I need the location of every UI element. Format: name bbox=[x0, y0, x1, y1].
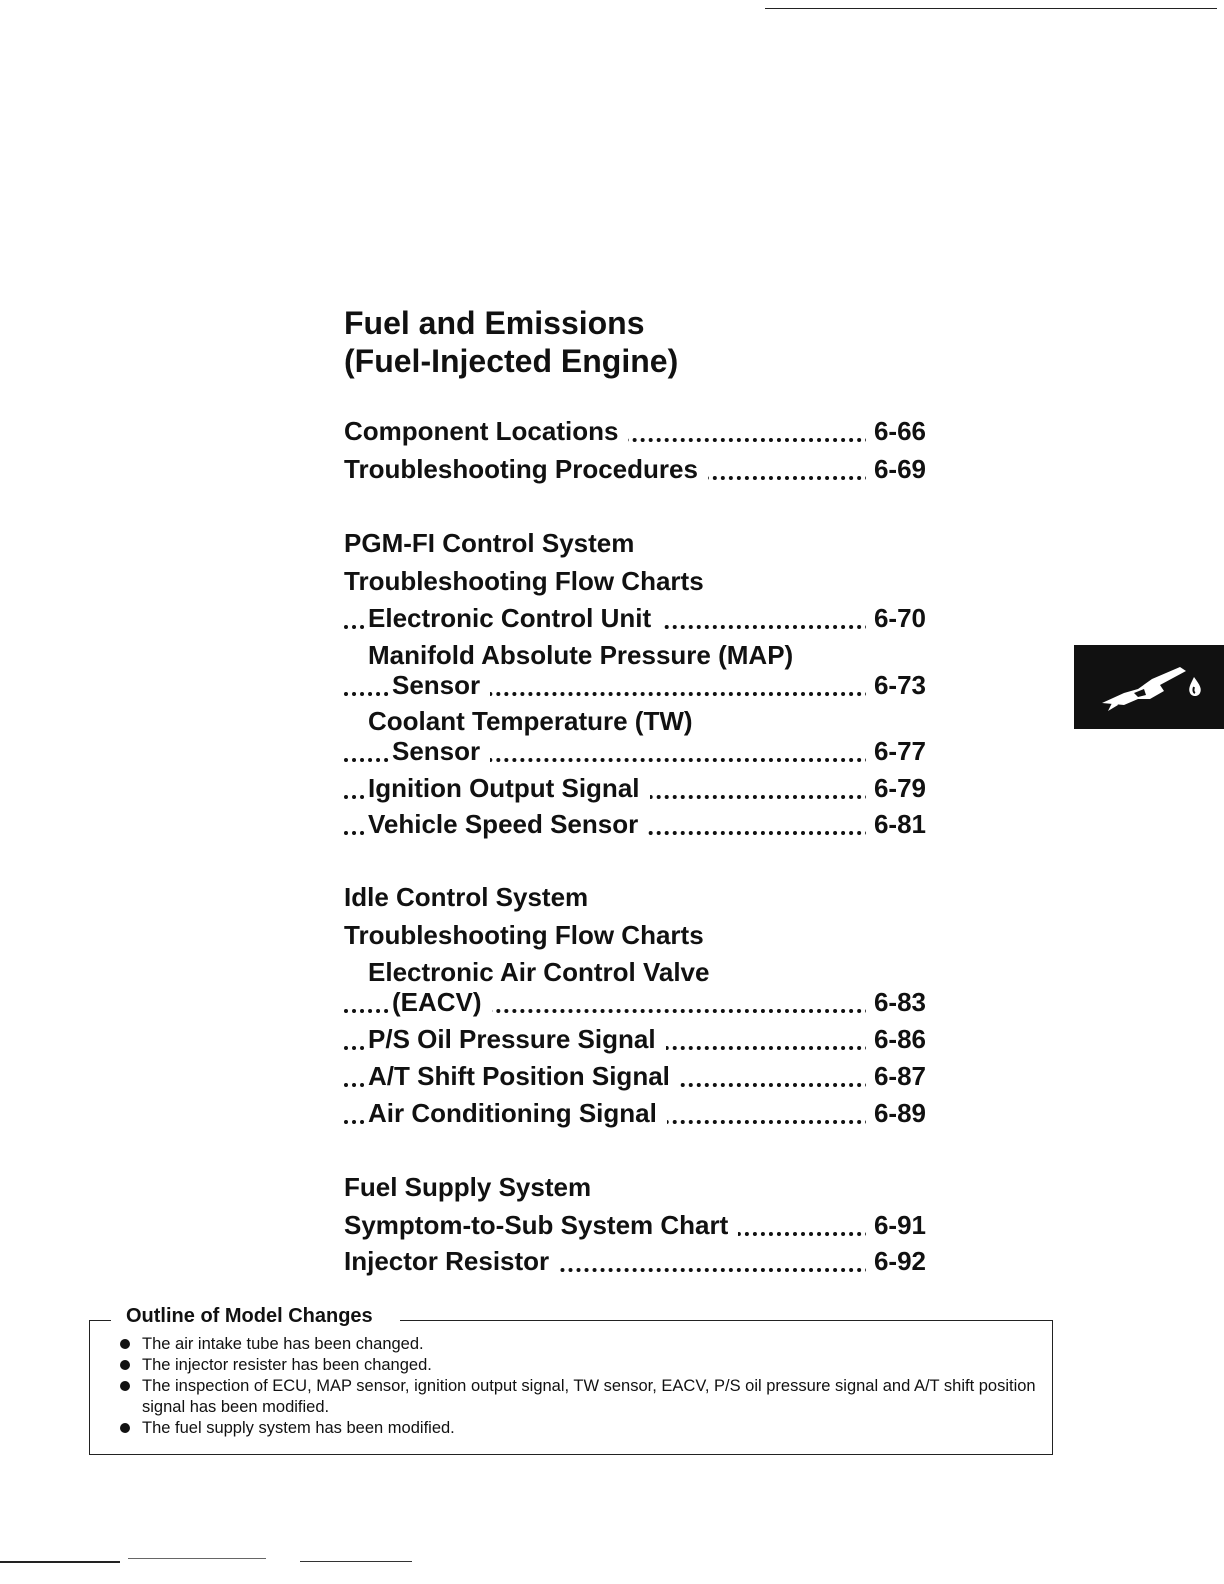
toc-label: Sensor bbox=[392, 736, 490, 767]
toc-heading-pgm-fi bbox=[344, 528, 926, 560]
outline-item: The inspection of ECU, MAP sensor, ignition output signal, TW sensor, EACV, P/S oil pressure signal and A/T shift position signal has been modified. bbox=[120, 1376, 1040, 1418]
toc-entry-air-conditioning-signal[interactable] bbox=[344, 1098, 926, 1130]
toc-page-number: 6-81 bbox=[866, 809, 926, 840]
top-rule bbox=[765, 8, 1217, 9]
toc-entry-ecu[interactable] bbox=[344, 603, 926, 635]
toc-page-number: 6-89 bbox=[866, 1098, 926, 1129]
toc-entry-vehicle-speed-sensor[interactable] bbox=[344, 809, 926, 841]
title-line-2: (Fuel-Injected Engine) bbox=[344, 343, 679, 379]
toc-page-number: 6-69 bbox=[866, 454, 926, 485]
toc-entry-tw-sensor[interactable] bbox=[344, 736, 926, 768]
toc-entry-at-shift-position[interactable] bbox=[344, 1061, 926, 1093]
toc-label: Troubleshooting Procedures bbox=[344, 454, 708, 485]
toc-page-number: 6-92 bbox=[866, 1246, 926, 1277]
bottom-rule bbox=[0, 1561, 120, 1563]
toc-label: Air Conditioning Signal bbox=[368, 1098, 667, 1129]
toc-page-number: 6-70 bbox=[866, 603, 926, 634]
section-tab bbox=[1074, 645, 1224, 729]
bottom-rule bbox=[128, 1558, 266, 1559]
toc-label: Ignition Output Signal bbox=[368, 773, 650, 804]
toc-heading-idle-control bbox=[344, 882, 926, 914]
toc-label: Symptom-to-Sub System Chart bbox=[344, 1210, 738, 1241]
toc-label: Injector Resistor bbox=[344, 1246, 559, 1277]
toc-heading-label: PGM-FI Control System bbox=[344, 528, 635, 558]
toc-page-number: 6-87 bbox=[866, 1061, 926, 1092]
toc-page-number: 6-83 bbox=[866, 987, 926, 1018]
toc-page-number: 6-86 bbox=[866, 1024, 926, 1055]
toc-subheading-pgm-fi-flow-charts bbox=[344, 566, 926, 598]
toc-label: Sensor bbox=[392, 670, 490, 701]
toc-entry-troubleshooting-procedures[interactable] bbox=[344, 454, 926, 486]
toc-label: Electronic Control Unit bbox=[368, 603, 661, 634]
toc-heading-label: Idle Control System bbox=[344, 882, 589, 912]
toc-entry-tw-line1 bbox=[344, 706, 926, 738]
page-title bbox=[344, 304, 678, 380]
toc-page-number: 6-79 bbox=[866, 773, 926, 804]
toc-page-number: 6-91 bbox=[866, 1210, 926, 1241]
outline-item: The fuel supply system has been modified. bbox=[120, 1418, 1040, 1439]
outline-list bbox=[120, 1334, 1040, 1439]
toc-entry-symptom-chart[interactable] bbox=[344, 1210, 926, 1242]
toc-entry-eacv-line1 bbox=[344, 957, 926, 989]
toc-page-number: 6-77 bbox=[866, 736, 926, 767]
toc-label: Manifold Absolute Pressure (MAP) bbox=[368, 640, 794, 670]
toc-entry-ignition-output[interactable] bbox=[344, 773, 926, 805]
outline-of-model-changes-box bbox=[89, 1320, 1053, 1455]
toc-entry-injector-resistor[interactable] bbox=[344, 1246, 926, 1278]
toc-heading-label: Troubleshooting Flow Charts bbox=[344, 920, 704, 950]
toc-label: P/S Oil Pressure Signal bbox=[368, 1024, 666, 1055]
fuel-nozzle-icon bbox=[1094, 659, 1204, 715]
bottom-rule bbox=[300, 1561, 412, 1562]
toc-label: Electronic Air Control Valve bbox=[368, 957, 710, 987]
toc-entry-map-line1 bbox=[344, 640, 926, 672]
toc-label: A/T Shift Position Signal bbox=[368, 1061, 680, 1092]
toc-label: (EACV) bbox=[392, 987, 492, 1018]
toc-page-number: 6-66 bbox=[866, 416, 926, 447]
toc-label: Coolant Temperature (TW) bbox=[368, 706, 693, 736]
toc-subheading-idle-flow-charts bbox=[344, 920, 926, 952]
toc-entry-component-locations[interactable] bbox=[344, 416, 926, 448]
toc-entry-ps-oil-pressure[interactable] bbox=[344, 1024, 926, 1056]
toc-heading-fuel-supply bbox=[344, 1172, 926, 1204]
toc-page-number: 6-73 bbox=[866, 670, 926, 701]
outline-heading: Outline of Model Changes bbox=[126, 1305, 373, 1327]
toc-heading-label: Troubleshooting Flow Charts bbox=[344, 566, 704, 596]
outline-item: The injector resister has been changed. bbox=[120, 1355, 1040, 1376]
toc-entry-eacv[interactable] bbox=[344, 987, 926, 1019]
outline-item: The air intake tube has been changed. bbox=[120, 1334, 1040, 1355]
toc-label: Component Locations bbox=[344, 416, 628, 447]
toc-heading-label: Fuel Supply System bbox=[344, 1172, 592, 1202]
toc-entry-map-sensor[interactable] bbox=[344, 670, 926, 702]
toc-label: Vehicle Speed Sensor bbox=[368, 809, 648, 840]
title-line-1: Fuel and Emissions bbox=[344, 305, 645, 341]
